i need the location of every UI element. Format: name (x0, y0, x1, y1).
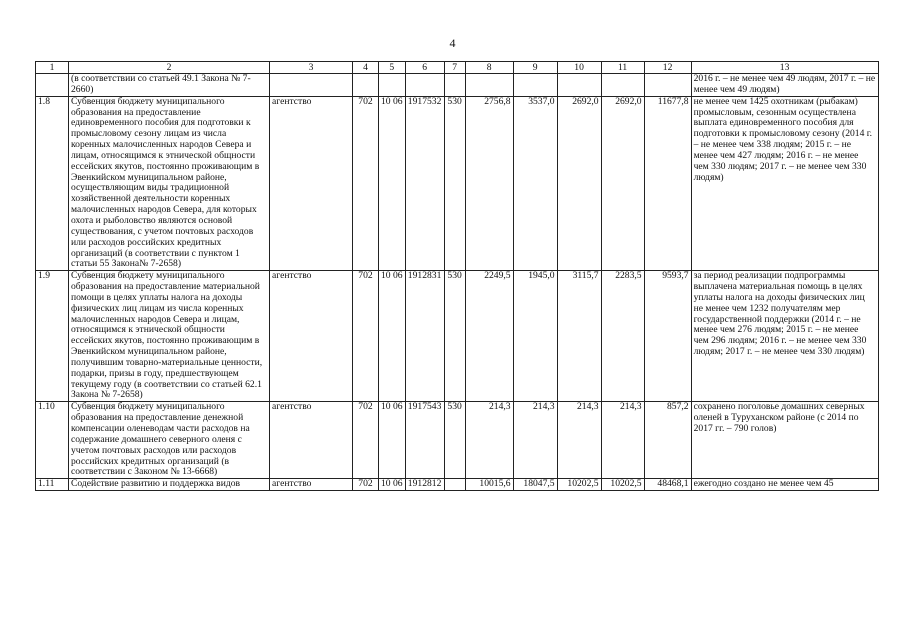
row-result: не менее чем 1425 охотникам (рыбакам) промысловым, сезонным осуществлена выплата единовременного пособия для подготовки к промысловому сезону (2014 г. – не менее чем 338 людям; 2015 г. – не менее чем 427 людям; 2016 г. – не менее чем 330 людям; 2017 г. – не менее чем 330 людям) (691, 96, 878, 271)
row-number: 1.8 (36, 96, 69, 271)
row-code-6: 1912831 (405, 271, 444, 402)
row-value-12: 11677,8 (644, 96, 691, 271)
row-value-8: 2249,5 (465, 271, 513, 402)
column-header: 9 (513, 62, 557, 74)
row-result: ежегодно создано не менее чем 45 (691, 479, 878, 491)
row-value-11: 2692,0 (601, 96, 644, 271)
row-code-6: 1917532 (405, 96, 444, 271)
row-value-12: 857,2 (644, 402, 691, 479)
row-number: 1.10 (36, 402, 69, 479)
row-agency (270, 74, 353, 97)
row-value-12: 48468,1 (644, 479, 691, 491)
row-value-8: 2756,8 (465, 96, 513, 271)
row-code-6: 1912812 (405, 479, 444, 491)
column-header: 3 (270, 62, 353, 74)
row-value-10: 214,3 (557, 402, 601, 479)
row-value-10: 3115,7 (557, 271, 601, 402)
row-value-12 (644, 74, 691, 97)
row-code-6 (405, 74, 444, 97)
row-code-4: 702 (353, 479, 379, 491)
row-code-7: 530 (444, 96, 465, 271)
table-row (36, 96, 879, 271)
row-code-5 (379, 74, 406, 97)
row-value-11: 10202,5 (601, 479, 644, 491)
row-code-7: 530 (444, 402, 465, 479)
row-agency: агентство (270, 271, 353, 402)
row-result: за период реализации подпрограммы выплачена материальная помощь в целях уплаты налога на доходы физических лиц не менее чем 1232 получателям мер государственной поддержки (2014 г. – не менее чем 276 людям; 2015 г. – не менее чем 296 людям; 2016 г. – не менее чем 330 людям; 2017 г. – не менее чем 330 людям) (691, 271, 878, 402)
column-header: 11 (601, 62, 644, 74)
row-value-9: 1945,0 (513, 271, 557, 402)
table-row (36, 479, 879, 491)
row-value-11: 2283,5 (601, 271, 644, 402)
row-agency: агентство (270, 402, 353, 479)
row-value-8: 214,3 (465, 402, 513, 479)
row-description: Субвенция бюджету муниципального образования на предоставление единовременного пособия для подготовки к промысловому сезону лицам из числа коренных малочисленных народов Севера и лицам, относящимся к этнической общности ессейских якутов, постоянно проживающим в Эвенкийском муниципальном районе, осуществляющим виды традиционной хозяйственной деятельности коренных малочисленных народов Севера, для которых охота и рыболовство являются основой существования, с учетом почтовых расходов или расходов российских кредитных организаций (в соответствии с пунктом 1 статьи 55 Закона№ 7-2658) (69, 96, 270, 271)
row-description: (в соответствии со статьей 49.1 Закона № 7-2660) (69, 74, 270, 97)
row-agency: агентство (270, 479, 353, 491)
row-code-7 (444, 74, 465, 97)
column-header: 6 (405, 62, 444, 74)
row-number: 1.9 (36, 271, 69, 402)
row-code-5: 10 06 (379, 479, 406, 491)
row-value-11: 214,3 (601, 402, 644, 479)
column-header: 5 (379, 62, 406, 74)
row-value-9: 18047,5 (513, 479, 557, 491)
row-description: Содействие развитию и поддержка видов (69, 479, 270, 491)
column-header: 4 (353, 62, 379, 74)
row-value-10: 10202,5 (557, 479, 601, 491)
row-code-4 (353, 74, 379, 97)
column-header: 7 (444, 62, 465, 74)
row-value-8 (465, 74, 513, 97)
row-code-5: 10 06 (379, 96, 406, 271)
row-result: сохранено поголовье домашних северных оленей в Туруханском районе (с 2014 по 2017 гг. – 790 голов) (691, 402, 878, 479)
row-result: 2016 г. – не менее чем 49 людям, 2017 г. – не менее чем 49 людям) (691, 74, 878, 97)
row-description: Субвенция бюджету муниципального образования на предоставление денежной компенсации оленеводам части расходов на содержание домашнего северного оленя с учетом почтовых расходов или расходов российских кредитных организаций (в соответствии с Законом № 13-6668) (69, 402, 270, 479)
row-code-7 (444, 479, 465, 491)
row-code-6: 1917543 (405, 402, 444, 479)
row-value-9: 214,3 (513, 402, 557, 479)
row-code-5: 10 06 (379, 271, 406, 402)
row-code-7: 530 (444, 271, 465, 402)
row-value-8: 10015,6 (465, 479, 513, 491)
page-number: 4 (449, 36, 456, 50)
column-header: 8 (465, 62, 513, 74)
row-description: Субвенция бюджету муниципального образования на предоставление материальной помощи в целях уплаты налога на доходы физических лиц лицам из числа коренных малочисленных народов Севера и лицам, относящимся к этнической общности ессейских якутов, постоянно проживающим в Эвенкийском муниципальном районе, получившим товарно-материальные ценности, подарки, призы в году, предшествующем текущему году (в соответствии со статьей 62.1 Закона № 7-2658) (69, 271, 270, 402)
table-row (36, 402, 879, 479)
row-code-5: 10 06 (379, 402, 406, 479)
column-header: 2 (69, 62, 270, 74)
program-table (35, 61, 879, 491)
row-agency: агентство (270, 96, 353, 271)
header-row (36, 62, 879, 74)
row-value-9 (513, 74, 557, 97)
column-header: 10 (557, 62, 601, 74)
table-row (36, 74, 879, 97)
row-value-10: 2692,0 (557, 96, 601, 271)
row-value-11 (601, 74, 644, 97)
row-value-9: 3537,0 (513, 96, 557, 271)
column-header: 13 (691, 62, 878, 74)
row-code-4: 702 (353, 271, 379, 402)
row-code-4: 702 (353, 402, 379, 479)
column-header: 1 (36, 62, 69, 74)
row-number (36, 74, 69, 97)
row-number: 1.11 (36, 479, 69, 491)
row-code-4: 702 (353, 96, 379, 271)
column-header: 12 (644, 62, 691, 74)
row-value-12: 9593,7 (644, 271, 691, 402)
table-row (36, 271, 879, 402)
row-value-10 (557, 74, 601, 97)
